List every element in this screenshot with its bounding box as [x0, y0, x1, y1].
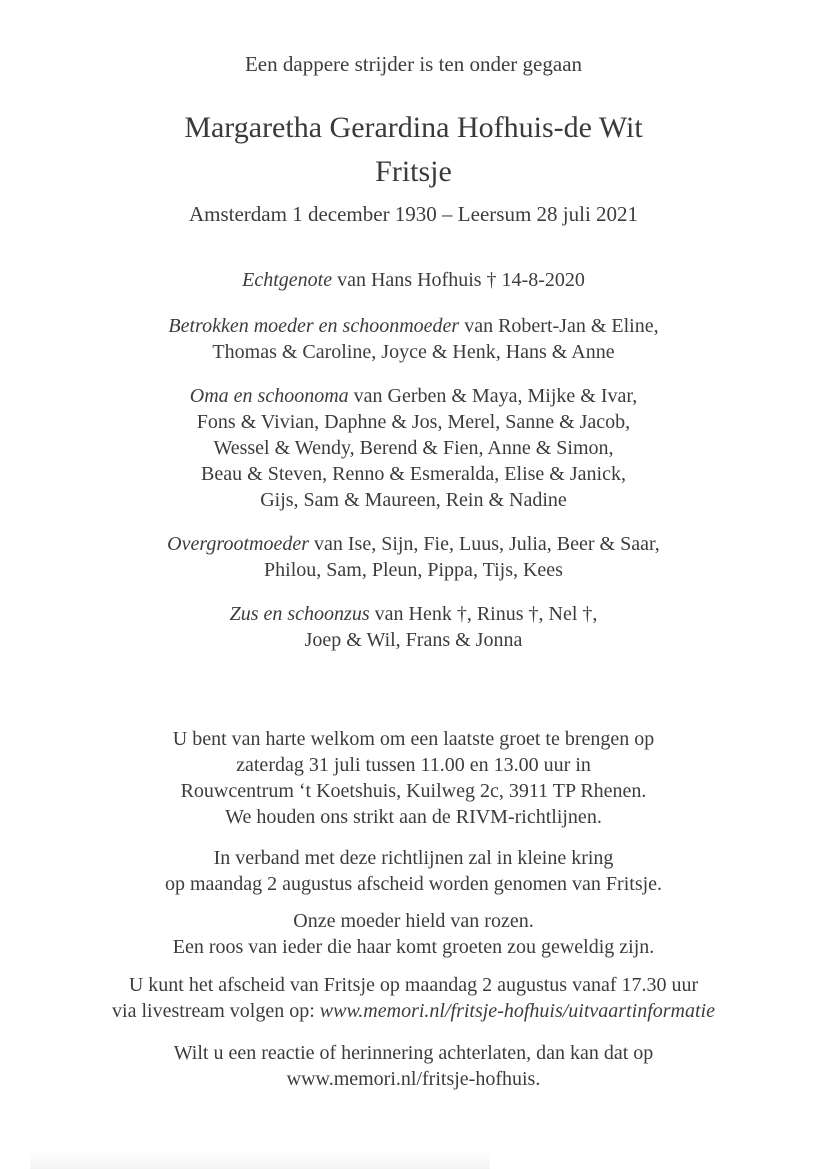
roses-line: Een roos van ieder die haar komt groeten zou geweldig zijn.	[172, 936, 655, 958]
relation-role: Overgrootmoeder	[167, 533, 309, 555]
reaction-url[interactable]: www.memori.nl/fritsje-hofhuis.	[286, 1068, 541, 1090]
visit-line: We houden ons strikt aan de RIVM-richtlijnen.	[225, 806, 602, 828]
relation-grandmother-line: Fons & Vivian, Daphne & Jos, Merel, Sanne & Jacob,	[196, 411, 631, 433]
relation-great-grandmother	[0, 531, 827, 557]
relation-sister-line: Joep & Wil, Frans & Jonna	[304, 629, 523, 651]
farewell-line: In verband met deze richtlijnen zal in kleine kring	[213, 847, 614, 869]
roses-line: Onze moeder hield van rozen.	[293, 910, 534, 932]
relation-mother-line: Thomas & Caroline, Joyce & Henk, Hans & Anne	[212, 341, 615, 363]
relation-role: Zus en schoonzus	[229, 603, 370, 625]
intro-line: Een dappere strijder is ten onder gegaan	[244, 52, 583, 76]
relation-role: Echtgenote	[242, 269, 333, 291]
visit-line: zaterdag 31 juli tussen 11.00 en 13.00 uur in	[236, 754, 591, 776]
reaction-line: Wilt u een reactie of herinnering achterlaten, dan kan dat op	[173, 1042, 654, 1064]
relation-mother	[0, 313, 827, 339]
visit-line: U bent van harte welkom om een laatste groet te brengen op	[172, 728, 655, 750]
farewell-line: op maandag 2 augustus afscheid worden genomen van Fritsje.	[164, 873, 663, 895]
relation-text: van Hans Hofhuis † 14-8-2020	[332, 269, 585, 291]
relation-great-grandmother-line: Philou, Sam, Pleun, Pippa, Tijs, Kees	[264, 559, 563, 581]
birth-death-dates: Amsterdam 1 december 1930 – Leersum 28 juli 2021	[188, 202, 639, 226]
livestream-line: U kunt het afscheid van Fritsje op maandag 2 augustus vanaf 17.30 uur	[128, 974, 699, 996]
relation-text: van Henk †, Rinus †, Nel †,	[369, 603, 598, 625]
relation-grandmother	[0, 383, 827, 409]
deceased-full-name: Margaretha Gerardina Hofhuis-de Wit	[184, 111, 643, 144]
livestream-url[interactable]: www.memori.nl/fritsje-hofhuis/uitvaartinformatie	[319, 1000, 715, 1022]
relation-grandmother-line: Gijs, Sam & Maureen, Rein & Nadine	[260, 489, 567, 511]
relation-text: van Gerben & Maya, Mijke & Ivar,	[348, 385, 638, 407]
relation-role: Betrokken moeder en schoonmoeder	[168, 315, 460, 337]
relation-grandmother-line: Beau & Steven, Renno & Esmeralda, Elise & Janick,	[201, 463, 626, 485]
relation-text: van Ise, Sijn, Fie, Luus, Julia, Beer & Saar,	[309, 533, 660, 555]
relation-grandmother-line: Wessel & Wendy, Berend & Fien, Anne & Simon,	[213, 437, 614, 459]
relation-sister	[0, 601, 827, 627]
bottom-shadow	[30, 1150, 490, 1169]
relation-spouse	[0, 267, 827, 293]
relation-text: van Robert-Jan & Eline,	[459, 315, 659, 337]
livestream-prefix: via livestream volgen op:	[112, 1000, 320, 1022]
visit-line: Rouwcentrum ‘t Koetshuis, Kuilweg 2c, 3911 TP Rhenen.	[180, 780, 647, 802]
deceased-nickname: Fritsje	[375, 155, 452, 188]
relation-role: Oma en schoonoma	[189, 385, 349, 407]
livestream-link-line	[0, 998, 827, 1024]
